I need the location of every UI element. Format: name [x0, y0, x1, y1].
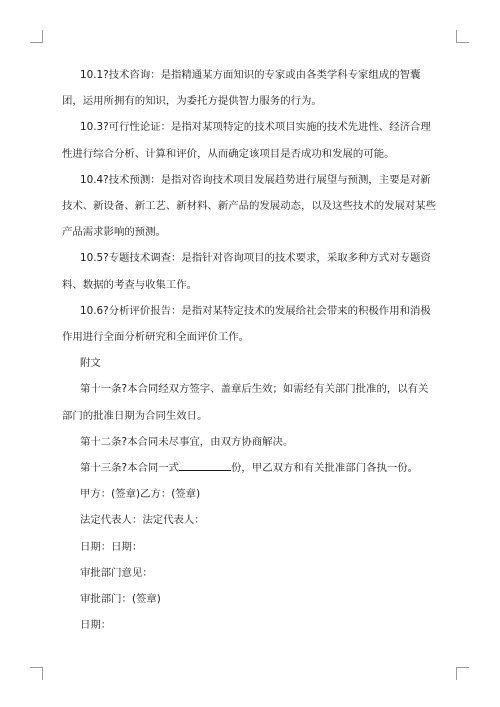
approval-opinion-line: 审批部门意见： — [80, 566, 153, 579]
copies-blank-field — [179, 458, 231, 471]
article-13-before: 第十三条?本合同一式 — [80, 462, 180, 475]
definition-technical-consulting: 10.1?技术咨询：是指精通某方面知识的专家或由各类学科专家组成的智囊团，运用所拥有的知识，为委托方提供智力服务的行为。 — [62, 69, 421, 108]
approval-department-line: 审批部门：(签章) — [80, 593, 161, 606]
definition-evaluation-report: 10.6?分析评价报告：是指对某特定技术的发展给社会带来的积极作用和消极作用进行全面分析研究和全面评价工作。 — [62, 304, 431, 344]
approval-date-line: 日期： — [80, 619, 112, 632]
definition-technical-forecast: 10.4?技术预测：是指对咨询技术项目发展趋势进行展望与预测，主要是对新技术、新设备、新工艺、新材料、新产品的发展动态，以及这些技术的发展对某些产品需求影响的预测。 — [62, 173, 437, 239]
crop-mark-top-right — [456, 30, 469, 43]
signature-party-line: 甲方：(签章)乙方：(签章) — [80, 488, 201, 501]
signature-representative-line: 法定代表人：法定代表人： — [80, 514, 205, 527]
article-12: 第十二条?本合同未尽事宜，由双方协商解决。 — [80, 435, 294, 448]
crop-mark-bottom-right — [456, 667, 469, 680]
document-body — [62, 62, 438, 638]
article-11: 第十一条?本合同经双方签字、盖章后生效；如需经有关部门批准的，以有关部门的批准日期为合同生效日。 — [62, 383, 429, 422]
article-13-after: 份，甲乙双方和有关批准部门各执一份。 — [231, 462, 419, 475]
definition-feasibility-study: 10.3?可行性论证：是指对某项特定的技术项目实施的技术先进性、经济合理性进行综合分析、计算和评价，从而确定该项目是否成功和发展的可能。 — [62, 121, 431, 160]
crop-mark-bottom-left — [30, 667, 43, 680]
crop-mark-top-left — [30, 30, 43, 43]
article-13 — [62, 455, 438, 481]
signature-date-line: 日期：日期： — [80, 540, 143, 553]
appendix-heading: 附文 — [80, 357, 101, 370]
definition-special-survey: 10.5?专题技术调查：是指针对咨询项目的技术要求，采取多种方式对专题资料、数据的考查与收集工作。 — [62, 252, 431, 291]
